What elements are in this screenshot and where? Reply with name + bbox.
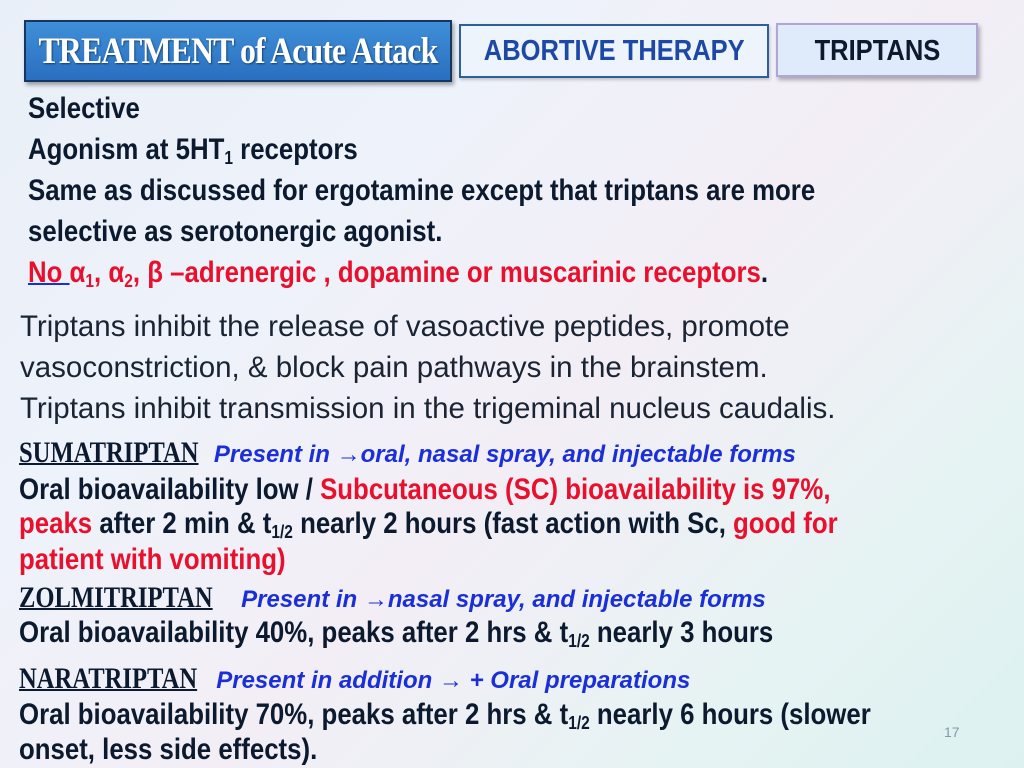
intro-line-5: No $\alpha_1$, $\alpha_2$, β –adrenergic , dopamine or muscarinic receptors. bbox=[28, 256, 769, 291]
page-title: TREATMENT of Acute Attack bbox=[38, 30, 438, 72]
intro-line-2: Agonism at $5HT_1$ receptors bbox=[28, 133, 358, 168]
no-keyword: No bbox=[28, 256, 70, 289]
sumatriptan-line-1: Oral bioavailability low / Subcutaneous (SC) bioavailability is 97%, bbox=[19, 473, 831, 506]
zolmitriptan-line-1: Oral bioavailability 40%, peaks after 2 hrs & $t_{1/2}$ nearly 3 hours bbox=[19, 616, 774, 651]
sumatriptan-heading bbox=[19, 436, 796, 470]
section-label-text: ABORTIVE THERAPY bbox=[483, 34, 745, 67]
sumatriptan-line-2: peaks after 2 min & $t_{1/2}$ nearly 2 hours (fast action with Sc, good for bbox=[19, 507, 838, 542]
page-number: 17 bbox=[944, 724, 960, 740]
topic-label bbox=[776, 23, 978, 77]
title-banner bbox=[24, 20, 452, 82]
topic-label-text: TRIPTANS bbox=[814, 35, 940, 67]
mechanism-line-1: Triptans inhibit the release of vasoactive peptides, promote bbox=[20, 310, 790, 343]
naratriptan-forms: Present in addition → + Oral preparations bbox=[216, 667, 691, 694]
sumatriptan-line-3: patient with vomiting) bbox=[19, 543, 286, 576]
zolmitriptan-heading bbox=[19, 581, 766, 615]
zolmitriptan-forms: Present in →nasal spray, and injectable forms bbox=[241, 586, 766, 613]
naratriptan-name: NARATRIPTAN bbox=[19, 662, 198, 695]
intro-line-4: selective as serotonergic agonist. bbox=[28, 215, 443, 248]
intro-line-3: Same as discussed for ergotamine except that triptans are more bbox=[28, 174, 816, 207]
intro-line-1: Selective bbox=[28, 92, 140, 125]
sumatriptan-forms: Present in →oral, nasal spray, and injectable forms bbox=[213, 441, 796, 468]
naratriptan-line-1: Oral bioavailability 70%, peaks after 2 hrs & $t_{1/2}$ nearly 6 hours (slower bbox=[19, 698, 871, 733]
naratriptan-heading bbox=[19, 662, 690, 696]
section-label bbox=[459, 24, 769, 78]
mechanism-line-3: Triptans inhibit transmission in the trigeminal nucleus caudalis. bbox=[20, 392, 836, 425]
mechanism-line-2: vasoconstriction, & block pain pathways in the brainstem. bbox=[20, 351, 768, 384]
zolmitriptan-name: ZOLMITRIPTAN bbox=[19, 581, 213, 614]
naratriptan-line-2: onset, less side effects). bbox=[19, 733, 318, 766]
sumatriptan-name: SUMATRIPTAN bbox=[19, 436, 199, 469]
